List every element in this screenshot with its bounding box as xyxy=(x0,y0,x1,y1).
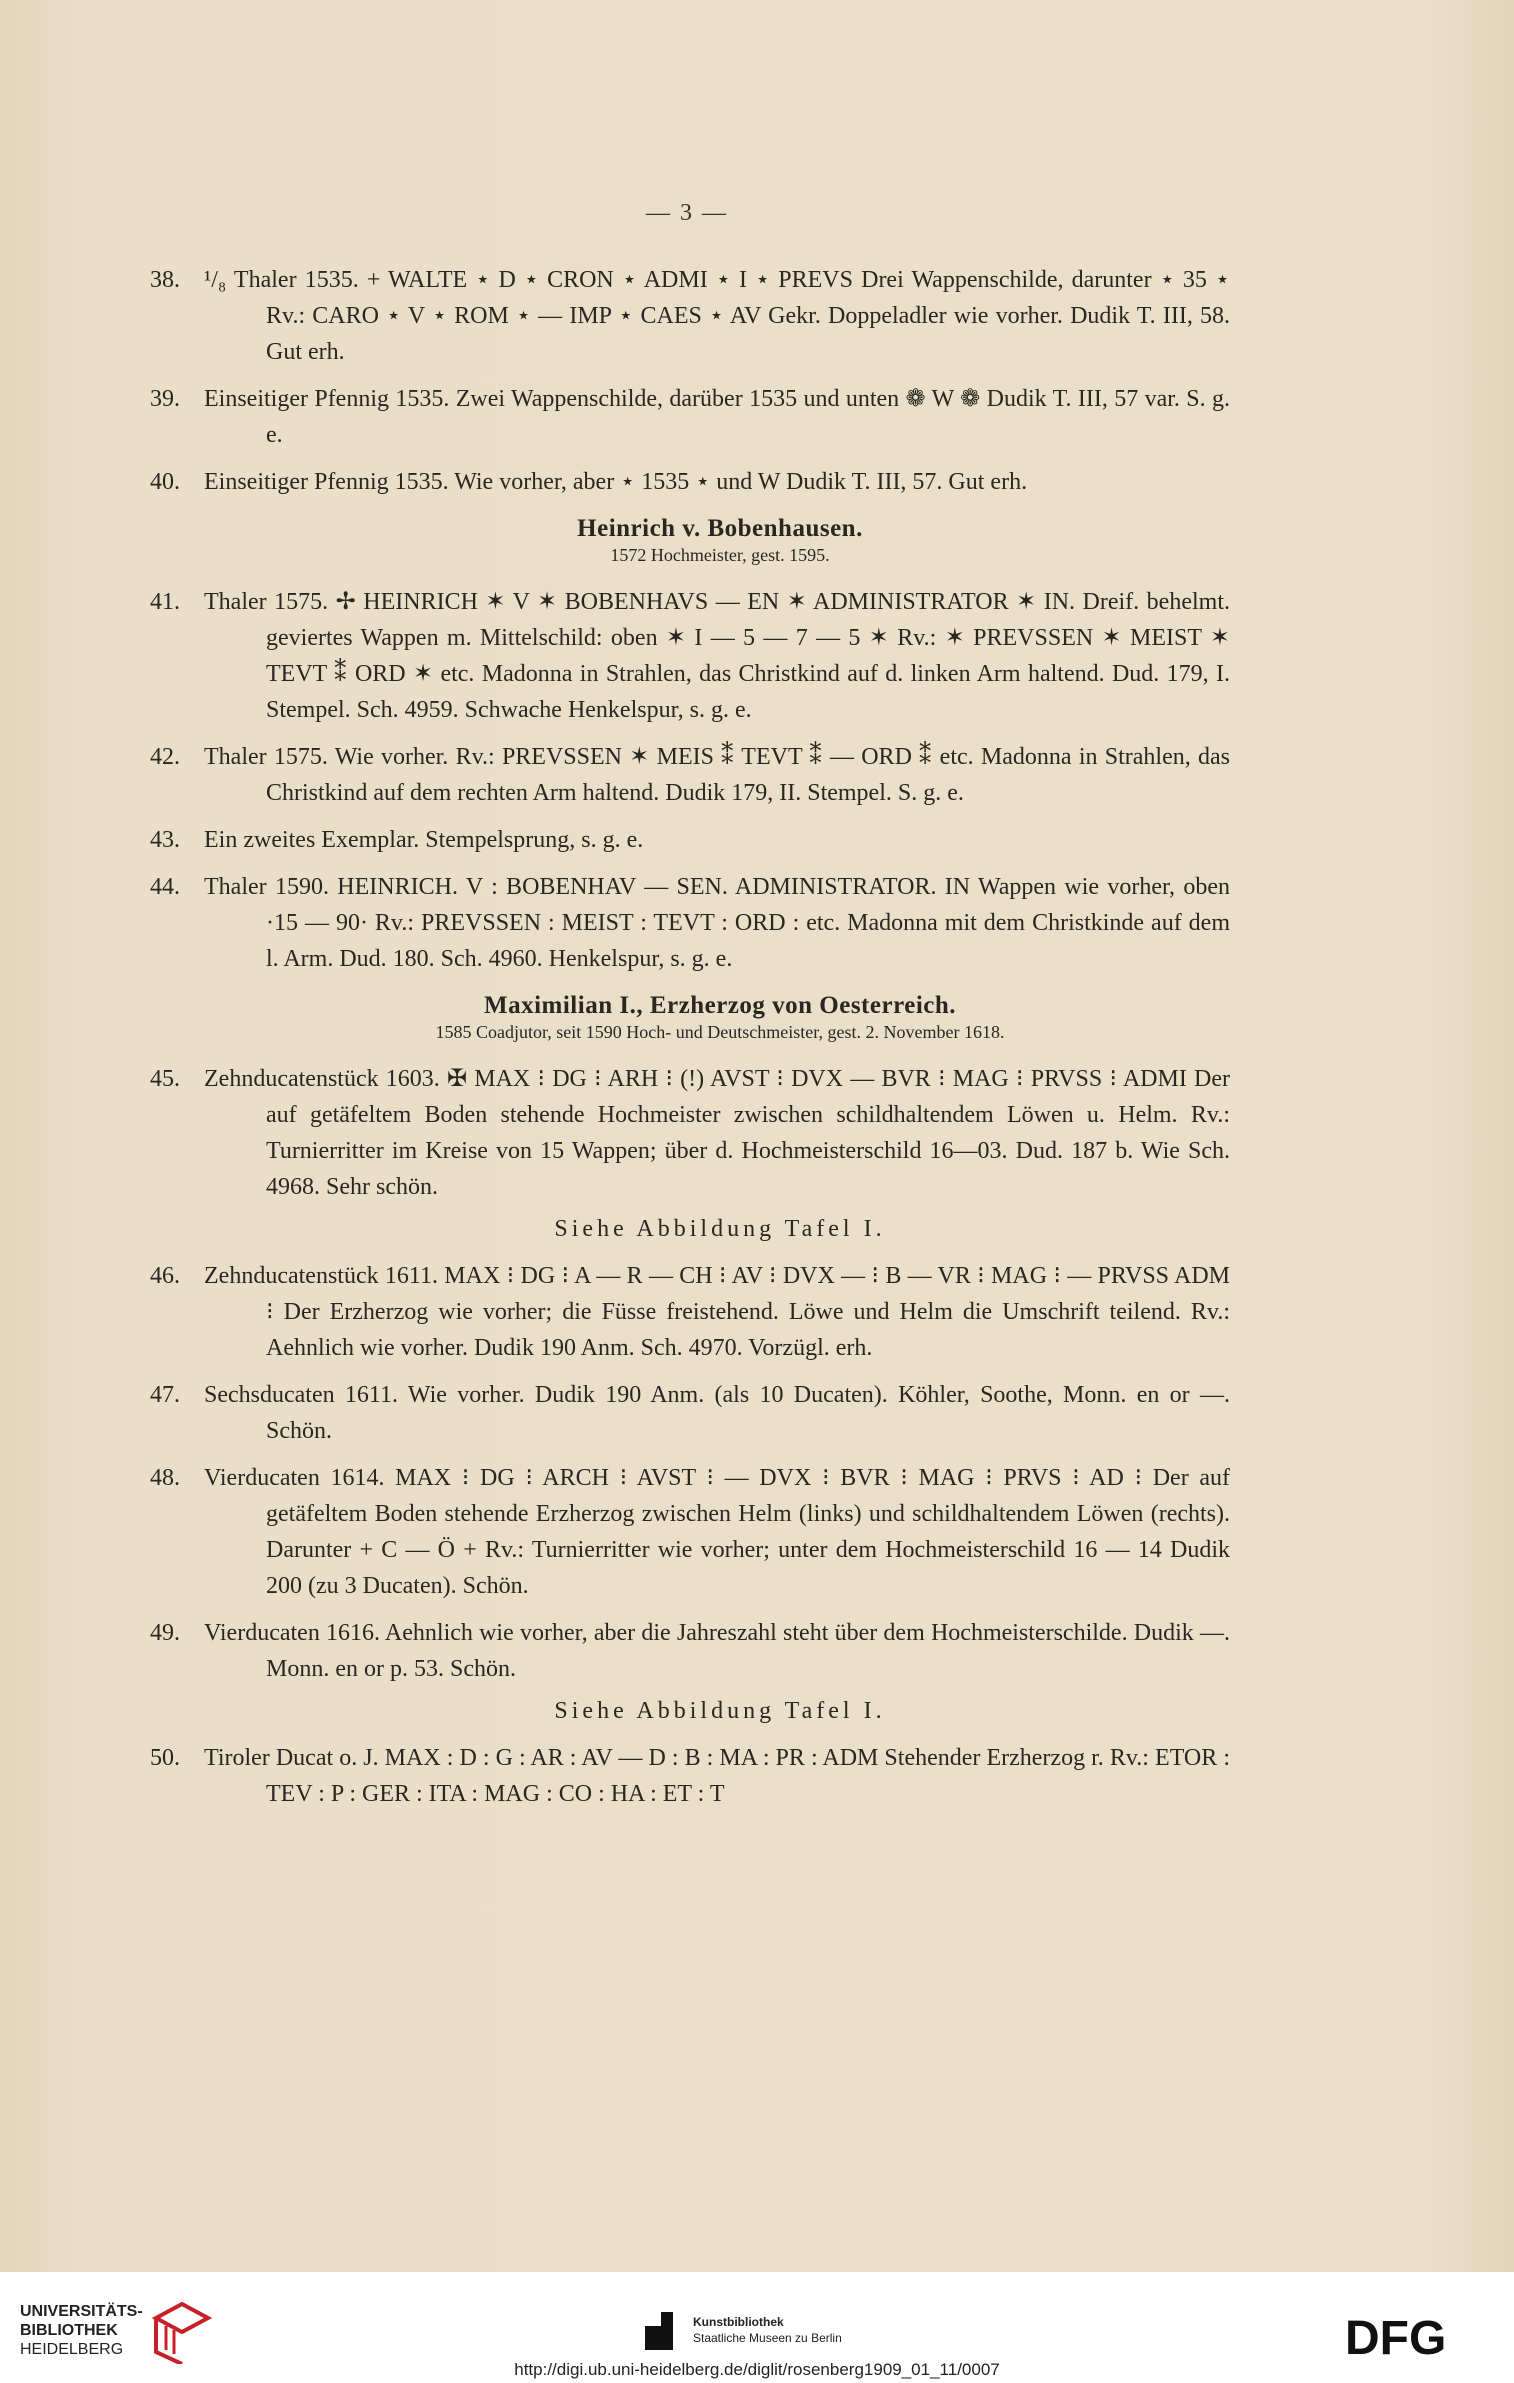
catalog-entry-41 xyxy=(150,584,1230,728)
entry-number: 43. xyxy=(150,827,180,853)
catalog-entry-42 xyxy=(150,739,1230,811)
catalog-entry-50 xyxy=(150,1740,1230,1812)
entry-number: 41. xyxy=(150,589,180,615)
entry-text: Tiroler Ducat o. J. MAX : D : G : AR : AV — D : B : MA : PR : ADM Stehender Erzherzog r. Rv.: ETOR : TEV : P : GER : ITA : MAG : CO : HA : ET : T xyxy=(204,1745,1230,1807)
entry-text: Einseitiger Pfennig 1535. Wie vorher, aber ⋆ 1535 ⋆ und W Dudik T. III, 57. Gut erh. xyxy=(204,469,1028,495)
entry-text: Ein zweites Exemplar. Stempelsprung, s. g. e. xyxy=(204,827,644,853)
entry-text: Vierducaten 1614. MAX ⁝ DG ⁝ ARCH ⁝ AVST ⁝ — DVX ⁝ BVR ⁝ MAG ⁝ PRVS ⁝ AD ⁝ Der auf getäfeltem Boden stehende Erzherzog zwischen Helm (links) und schildhaltendem Löwen (rechts). Darunter + C — Ö + Rv.: Turnierritter wie vorher; unter dem Hochmeisterschild 16 — 14 Dudik 200 (zu 3 Ducaten). Schön. xyxy=(204,1465,1230,1599)
footer-bar xyxy=(0,2272,1514,2383)
entry-number: 39. xyxy=(150,386,180,412)
entry-number: 47. xyxy=(150,1382,180,1408)
catalog-entry-47 xyxy=(150,1377,1230,1449)
section-subheading-maximilian: 1585 Coadjutor, seit 1590 Hoch- und Deutschmeister, gest. 2. November 1618. xyxy=(435,1022,1005,1042)
kb-line-1: Kunstbibliothek xyxy=(693,2315,784,2329)
ub-line-3: HEIDELBERG xyxy=(20,2341,124,2358)
entry-text: Thaler 1575. Wie vorher. Rv.: PREVSSEN ✶ MEIS ⁑ TEVT ⁑ — ORD ⁑ etc. Madonna in Strahlen, das Christkind auf dem rechten Arm haltend. Dudik 179, II. Stempel. S. g. e. xyxy=(204,744,1230,806)
entry-number: 50. xyxy=(150,1745,180,1771)
source-url[interactable]: http://digi.ub.uni-heidelberg.de/diglit/rosenberg1909_01_11/0007 xyxy=(514,2360,1000,2379)
ub-logo-text xyxy=(20,2302,143,2359)
kunstbibliothek-logo[interactable] xyxy=(645,2312,905,2362)
catalog-entry-49 xyxy=(150,1615,1230,1687)
section-subheading-bobenhausen: 1572 Hochmeister, gest. 1595. xyxy=(610,545,830,565)
kunstbibliothek-text xyxy=(693,2314,842,2346)
entry-number: 44. xyxy=(150,874,180,900)
catalog-entry-44 xyxy=(150,869,1230,977)
catalog-entry-46 xyxy=(150,1258,1230,1366)
catalog-entry-45 xyxy=(150,1061,1230,1205)
catalog-content xyxy=(150,262,1230,1823)
entry-text: Zehnducatenstück 1603. ✠ MAX ⁝ DG ⁝ ARH ⁝ (!) AVST ⁝ DVX — BVR ⁝ MAG ⁝ PRVSS ⁝ ADMI Der auf getäfeltem Boden stehende Hochmeister zwischen schildhaltendem Löwen u. Helm. Rv.: Turnierritter im Kreise von 15 Wappen; über d. Hochmeisterschild 16—03. Dud. 187 b. Wie Sch. 4968. Sehr schön. xyxy=(204,1066,1230,1200)
kunstbibliothek-emblem-icon xyxy=(645,2312,685,2352)
entry-text: Thaler 1590. HEINRICH. V : BOBENHAV — SEN. ADMINISTRATOR. IN Wappen wie vorher, oben ·15 — 90· Rv.: PREVSSEN : MEIST : TEVT : ORD : etc. Madonna mit dem Christkinde auf dem l. Arm. Dud. 180. Sch. 4960. Henkelspur, s. g. e. xyxy=(204,874,1230,972)
entry-text: ¹/₈ Thaler 1535. + WALTE ⋆ D ⋆ CRON ⋆ ADMI ⋆ I ⋆ PREVS Drei Wappenschilde, darunter ⋆ 35 ⋆ Rv.: CARO ⋆ V ⋆ ROM ⋆ — IMP ⋆ CAES ⋆ AV Gekr. Doppeladler wie vorher. Dudik T. III, 58. Gut erh. xyxy=(204,267,1230,365)
catalog-entry-39 xyxy=(150,381,1230,453)
dfg-logo[interactable] xyxy=(1345,2314,1495,2358)
plate-reference-note: Siehe Abbildung Tafel I. xyxy=(554,1216,886,1242)
entry-number: 46. xyxy=(150,1263,180,1289)
entry-number: 49. xyxy=(150,1620,180,1646)
catalog-entry-43 xyxy=(150,822,1230,858)
entry-text: Einseitiger Pfennig 1535. Zwei Wappenschilde, darüber 1535 und unten ❁ W ❁ Dudik T. III, 57 var. S. g. e. xyxy=(204,386,1230,448)
catalog-entry-40 xyxy=(150,464,1230,500)
plate-reference-note: Siehe Abbildung Tafel I. xyxy=(554,1698,886,1724)
ub-emblem-icon xyxy=(152,2302,212,2364)
entry-number: 48. xyxy=(150,1465,180,1491)
entry-text: Vierducaten 1616. Aehnlich wie vorher, aber die Jahreszahl steht über dem Hochmeisterschilde. Dudik —. Monn. en or p. 53. Schön. xyxy=(204,1620,1230,1682)
ub-line-1: UNIVERSITÄTS- xyxy=(20,2303,143,2320)
section-heading-maximilian: Maximilian I., Erzherzog von Oesterreich. xyxy=(483,992,957,1019)
section-heading-bobenhausen: Heinrich v. Bobenhausen. xyxy=(577,515,863,542)
page-number: — 3 — xyxy=(646,200,728,226)
entry-text: Sechsducaten 1611. Wie vorher. Dudik 190 Anm. (als 10 Ducaten). Köhler, Soothe, Monn. en or —. Schön. xyxy=(204,1382,1230,1444)
entry-number: 45. xyxy=(150,1066,180,1092)
kb-line-2: Staatliche Museen zu Berlin xyxy=(693,2331,842,2345)
ub-heidelberg-logo[interactable] xyxy=(20,2302,220,2362)
entry-number: 40. xyxy=(150,469,180,495)
entry-number: 42. xyxy=(150,744,180,770)
dfg-logo-text: DFG xyxy=(1345,2314,1447,2358)
entry-number: 38. xyxy=(150,267,180,293)
ub-line-2: BIBLIOTHEK xyxy=(20,2322,118,2339)
entry-text: Zehnducatenstück 1611. MAX ⁝ DG ⁝ A — R — CH ⁝ AV ⁝ DVX — ⁝ B — VR ⁝ MAG ⁝ — PRVSS ADM ⁝ Der Erzherzog wie vorher; die Füsse freistehend. Löwe und Helm die Umschrift teilend. Rv.: Aehnlich wie vorher. Dudik 190 Anm. Sch. 4970. Vorzügl. erh. xyxy=(204,1263,1230,1361)
catalog-entry-38 xyxy=(150,262,1230,370)
catalog-entry-48 xyxy=(150,1460,1230,1604)
entry-text: Thaler 1575. ✢ HEINRICH ✶ V ✶ BOBENHAVS — EN ✶ ADMINISTRATOR ✶ IN. Dreif. behelmt. geviertes Wappen m. Mittelschild: oben ✶ I — 5 — 7 — 5 ✶ Rv.: ✶ PREVSSEN ✶ MEIST ✶ TEVT ⁑ ORD ✶ etc. Madonna in Strahlen, das Christkind auf d. linken Arm haltend. Dud. 179, I. Stempel. Sch. 4959. Schwache Henkelspur, s. g. e. xyxy=(204,589,1230,723)
